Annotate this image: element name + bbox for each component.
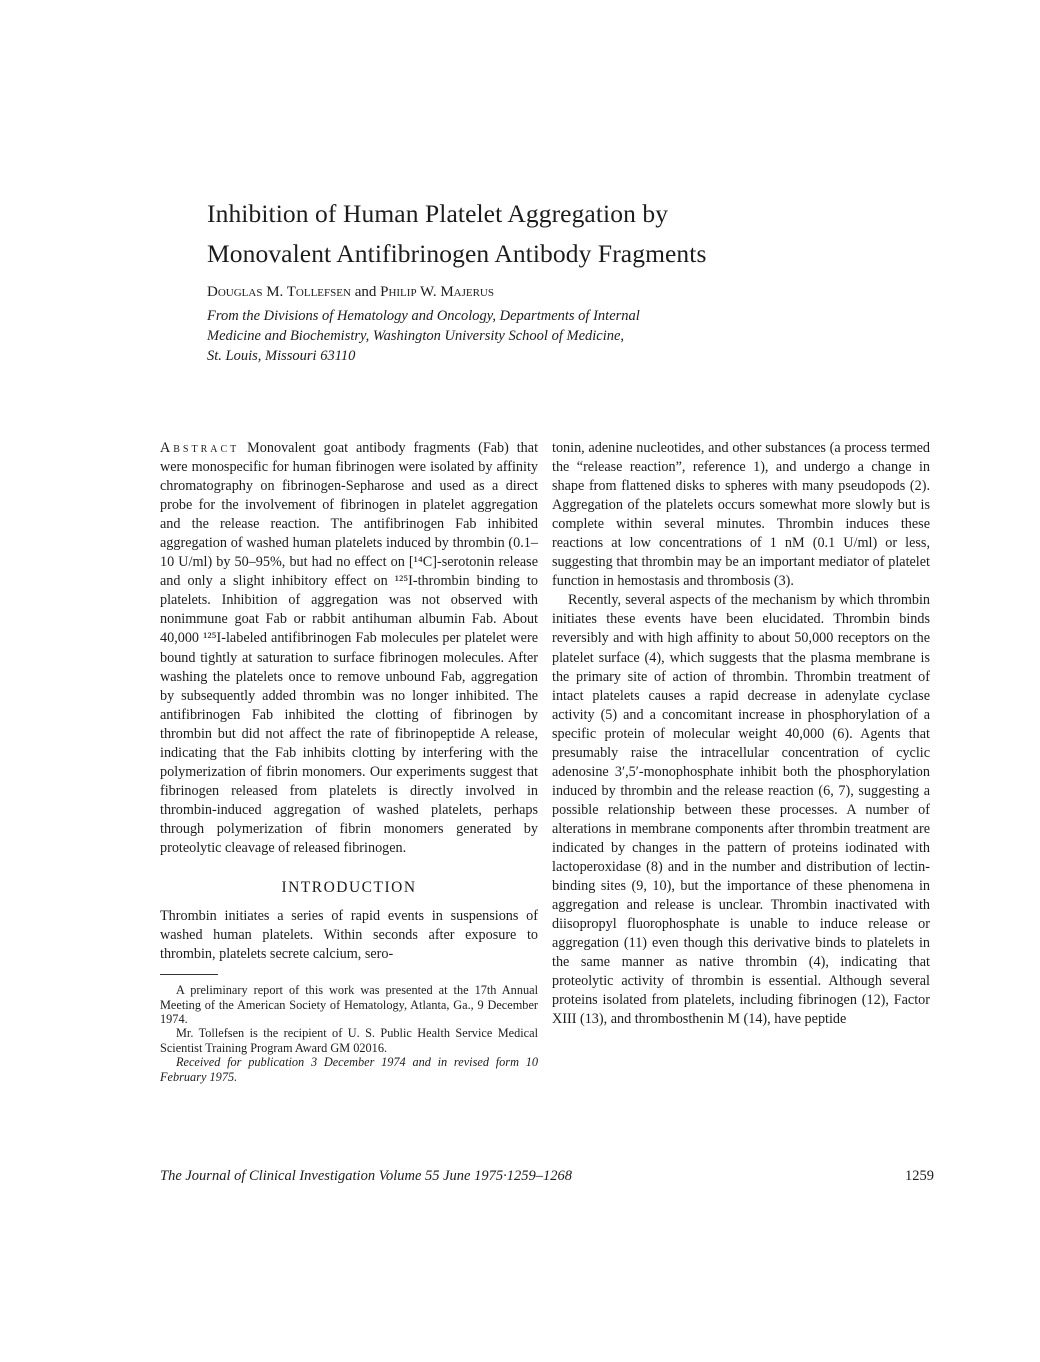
abstract-paragraph — [160, 439, 538, 858]
journal-citation: The Journal of Clinical Investigation Volume 55 June 1975·1259–1268 — [160, 1168, 572, 1184]
introduction-paragraph-1: Thrombin initiates a series of rapid events in suspensions of washed human platelets. Within seconds after exposure to thrombin, platelets secrete calcium, sero- — [160, 908, 538, 963]
page-number: 1259 — [905, 1168, 934, 1184]
abstract-label: Abstract — [160, 440, 240, 456]
article-title — [207, 194, 907, 274]
footnote-received-dates: Received for publication 3 December 1974 and in revised form 10 February 1975. — [160, 1055, 538, 1084]
title-line-2: Monovalent Antifibrinogen Antibody Fragments — [207, 239, 707, 268]
introduction-heading: INTRODUCTION — [281, 879, 417, 897]
author-tollefsen: Douglas M. Tollefsen — [207, 284, 351, 300]
author-connector: and — [354, 284, 377, 300]
right-paragraph-1: tonin, adenine nucleotides, and other substances (a process termed the “release reaction”, reference 1), and undergo a change in shape from flattened disks to spheres with many pseudopods (2). Aggregation of the platelets occurs somewhat more slowly but is complete within several minutes. Thrombin induces these reactions at low concentrations of 1 nM (0.1 U/ml) or less, suggesting that thrombin may be an important mediator of platelet function in hemostasis and thrombosis (3). — [552, 440, 930, 590]
footnote-divider — [160, 974, 218, 975]
left-column — [160, 439, 538, 1084]
affiliation-line-2: Medicine and Biochemistry, Washington University School of Medicine, — [207, 328, 625, 344]
author-list — [207, 282, 494, 302]
footnote-training-award: Mr. Tollefsen is the recipient of U. S. Public Health Service Medical Scientist Training Program Award GM 02016. — [160, 1026, 538, 1055]
right-column — [552, 439, 930, 1029]
affiliation-line-3: St. Louis, Missouri 63110 — [207, 348, 356, 364]
abstract-text: Monovalent goat antibody fragments (Fab) that were monospecific for human fibrinogen were isolated by affinity chromatography on fibrinogen-Sepharose and used as a direct probe for the involvement of fibrinogen in platelet aggregation and the release reaction. The antifibrinogen Fab inhibited aggregation of washed human platelets induced by thrombin (0.1–10 U/ml) by 50–95%, but had no effect on [¹⁴C]-serotonin release and only a slight inhibitory effect on ¹²⁵I-thrombin binding to platelets. Inhibition of aggregation was not observed with nonimmune goat Fab or rabbit antihuman albumin Fab. About 40,000 ¹²⁵I-labeled antifibrinogen Fab molecules per platelet were bound tightly at saturation to surface fibrinogen molecules. After washing the platelets once to remove unbound Fab, aggregation by subsequently added thrombin was no longer inhibited. The antifibrinogen Fab inhibited the clotting of fibrinogen by thrombin but did not affect the rate of fibrinopeptide A release, indicating that the Fab inhibits clotting by interfering with the polymerization of fibrin monomers. Our experiments suggest that fibrinogen released from platelets is directly involved in thrombin-induced aggregation of washed platelets, perhaps through polymerization of fibrin monomers generated by proteolytic cleavage of released fibrinogen. — [160, 440, 539, 856]
affiliation-line-1: From the Divisions of Hematology and Oncology, Departments of Internal — [207, 308, 640, 324]
right-paragraph-2: Recently, several aspects of the mechanism by which thrombin initiates these events have been elucidated. Thrombin binds reversibly and with high affinity to about 50,000 receptors on the platelet surface (4), which suggests that the plasma membrane is the primary site of action of thrombin. Thrombin treatment of intact platelets causes a rapid decrease in adenylate cyclase activity (5) and a concomitant increase in phosphorylation of a specific protein of molecular weight 40,000 (6). Agents that presumably raise the intracellular concentration of cyclic adenosine 3′,5′-monophosphate inhibit both the phosphorylation induced by thrombin and the release reaction (6, 7), suggesting a possible relationship between these processes. A number of alterations in membrane components after thrombin treatment are indicated by changes in the pattern of proteins iodinated with lactoperoxidase (8) and in the number and distribution of lectin-binding sites (9, 10), but the importance of these phenomena in aggregation and release is unclear. Thrombin inactivated with diisopropyl fluorophosphate is unable to induce release or aggregation (11) even though this derivative binds to platelets in the same manner as native thrombin (4), indicating that proteolytic activity of thrombin is essential. Although several proteins isolated from platelets, including fibrinogen (12), Factor XIII (13), and thrombosthenin M (14), have peptide — [552, 592, 930, 1028]
author-majerus: Philip W. Majerus — [380, 284, 494, 300]
affiliation — [207, 306, 807, 366]
footnote-preliminary-report: A preliminary report of this work was presented at the 17th Annual Meeting of the American Society of Hematology, Atlanta, Ga., 9 December 1974. — [160, 983, 538, 1027]
title-line-1: Inhibition of Human Platelet Aggregation by — [207, 199, 669, 228]
